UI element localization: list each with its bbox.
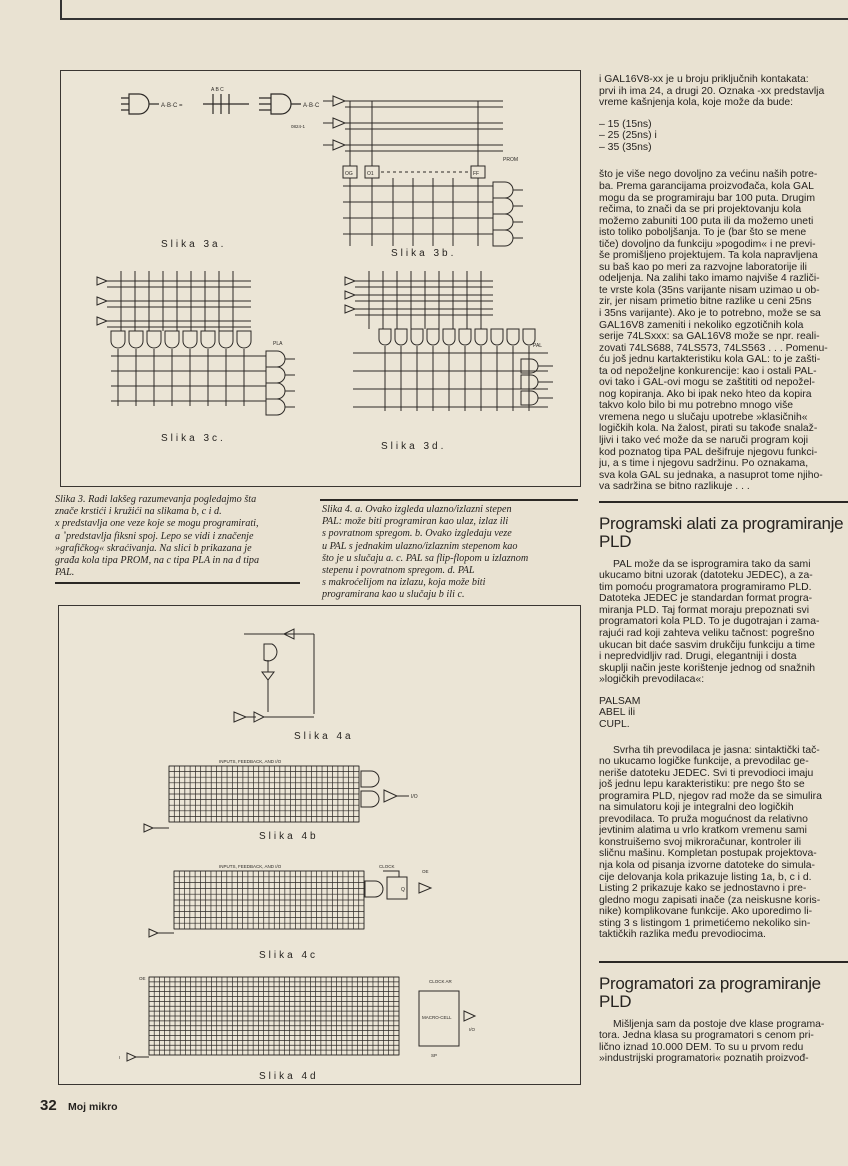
text-line: skuplji način jeste korištenje jednog od snažnih (599, 662, 816, 674)
text-line: Svrha tih prevodilaca je jasna: sintaktički tač- (613, 744, 820, 756)
figure-4-caption (322, 504, 580, 602)
caption-4-rule-top (320, 499, 578, 501)
text-line: neriše datoteku JEDEC. Svi ti prevodioci imaju (599, 767, 814, 779)
figure-3c-diagram (91, 271, 321, 421)
text-line: nog kopiranja. Ako bi ipak neko hteo da kopira (599, 388, 812, 400)
caption-3-line: a ˚predstavlja fiksni spoj. Lepo se vidi i značenje (55, 530, 254, 542)
caption-4-line: stepenu i povratnom spregom. d. PAL (322, 565, 475, 577)
list-item: – 35 (35ns) (599, 141, 652, 153)
figure-3a-code: 0824-1 (291, 124, 306, 129)
figure-4c-header: INPUTS, FEEDBACK, AND I/O (219, 864, 282, 869)
figure-3b-prom-label: PROM (503, 157, 518, 163)
translator-list (599, 696, 848, 731)
figure-3b-diagram (323, 86, 533, 236)
figure-4b-label: Slika 4b (259, 831, 319, 842)
figure-4c-diagram (139, 861, 439, 936)
text-line: tora. Jedna klasa su programatori s cenom pri- (599, 1030, 814, 1042)
figure-3b-block-og: OG (345, 171, 353, 177)
paragraph-4 (599, 1019, 848, 1065)
figure-3b-block-ff: FF (473, 171, 480, 177)
heading-software-tools (599, 515, 848, 551)
text-line: no ukucamo logičke funkcije, a prevodilac ge- (599, 756, 809, 768)
text-line: nike) komplikovane funkcije. Ako uporedimo li- (599, 906, 813, 918)
text-line: još jednu lepu karakteristiku: pre nego što se (599, 779, 805, 791)
figure-3c-pla-label: PLA (273, 341, 283, 347)
list-item: PALSAM (599, 695, 641, 707)
caption-3-rule (55, 582, 300, 584)
figure-4c-oe: OE (422, 869, 429, 874)
text-line: še promišljeno projektujem. Ta kola napravljena (599, 250, 818, 262)
figure-3b-block-o1: O1 (367, 171, 374, 177)
list-item: ABEL ili (599, 707, 635, 719)
list-item: – 15 (15ns) (599, 118, 652, 130)
text-line: serije 74LSxxx: sa GAL16V8 može se npr. reali- (599, 331, 820, 343)
text-line: Datoteka JEDEC je standardan format progra- (599, 593, 813, 605)
text-line: tiče) dovoljno da funkciju »pogodim« i ne previ- (599, 238, 816, 250)
figure-4b-io: I/O (411, 794, 418, 800)
caption-4-line: što je u slučaju a. c. PAL sa flip-flopom u izlaznom (322, 552, 529, 564)
intro-paragraph (599, 74, 848, 109)
text-line: sting 3 s listingom 1 primetićemo nekoliko sin- (599, 917, 811, 929)
figure-3b-label: Slika 3b. (391, 248, 457, 259)
text-line: isto toliko poboljšanja. To je (bar što se mene (599, 227, 807, 239)
text-line: te vrste kola (35ns varijante nisam uzimao u ob- (599, 284, 820, 296)
text-line: gledno mogu zapisati inače (za neiskusne koris- (599, 894, 821, 906)
figure-3a-text1: A·B·C = (161, 103, 183, 109)
text-line: takvo kolo bilo bi mu potrebno mnogo više (599, 400, 794, 412)
caption-3-line: građa kola tipa PROM, na c tipa PLA in na d tipa (55, 555, 260, 567)
figure-4b-diagram (139, 756, 429, 826)
text-line: i GAL16V8-xx je u broju priključnih kontakata: (599, 74, 809, 85)
paragraph-2 (599, 559, 848, 686)
article-column (599, 74, 848, 1164)
text-line: tim pomoću programatora programiramo PLD. (599, 581, 812, 593)
text-line: ću još jednu kartakteristiku kola GAL: to je zašti- (599, 354, 821, 366)
caption-3-line: x predstavlja one veze koje se mogu programirati, (55, 518, 259, 530)
heading-line: PLD (599, 991, 632, 1011)
figure-3a-text3: A·B·C (303, 103, 320, 109)
text-line: prevodilaca. To pruža mogućnost da relativno (599, 813, 808, 825)
caption-4-line: programirana kao u slučaju b ili c. (322, 589, 465, 601)
figure-3d-diagram (343, 271, 563, 421)
caption-3-line: »grafičkog« skraćivanja. Na slici b prikazana je (55, 542, 252, 554)
figure-4d-diagram (119, 971, 479, 1061)
figure-4c-q: Q (401, 887, 405, 893)
text-line: ba. Prema garancijama proizvođača, kola GAL (599, 180, 814, 192)
text-line: na simulatoru koji je integralni deo logičkih (599, 802, 794, 814)
text-line: zir, jer nisam primetio bitne razlike u ceni 25ns (599, 296, 812, 308)
figure-3a-label: Slika 3a. (161, 239, 227, 250)
text-line: miranja PLD. Taj format moraju prepoznati svi (599, 604, 810, 616)
heading-line: Programatori za programiranje (599, 973, 821, 993)
heading-programmers (599, 975, 848, 1011)
text-line: kod poznatog tipa PAL dešifruje njegovu funkci- (599, 446, 818, 458)
figure-3-caption (55, 494, 305, 579)
figure-3a-text2: A B C (211, 87, 224, 93)
magazine-name: Moj mikro (68, 1101, 118, 1113)
top-frame-line (60, 0, 848, 20)
caption-3-line: PAL. (55, 567, 75, 579)
text-line: zovati 74LS688, 74LS573, 74LS563 . . . Pomenu- (599, 342, 828, 354)
text-line: što je više nego dovoljno za većinu naših potre- (599, 169, 818, 181)
text-line: programira PLD, njegov rad može da se simulira (599, 790, 822, 802)
text-line: logičkih kola. Na žalost, pirati su takođe snalaž- (599, 423, 818, 435)
text-line: rajući rad koji zahteva veliku tačnost: pogrešno (599, 628, 815, 640)
figure-3d-label: Slika 3d. (381, 441, 447, 452)
figure-4c-clock: CLOCK (379, 864, 395, 869)
section-rule (599, 501, 848, 503)
figure-3d-pal-label: PAL (533, 343, 543, 349)
list-item: – 25 (25ns) i (599, 130, 657, 142)
figure-4d-clock: CLOCK AR (429, 979, 452, 984)
text-line: taktičkih razlika među prevodiocima. (599, 929, 766, 941)
text-line: ta od nepoželjne konkurencije: kao i ostali PAL- (599, 365, 817, 377)
figure-4d-label: Slika 4d (259, 1071, 319, 1082)
text-line: va sadržina se bitno razlikuje . . . (599, 481, 750, 493)
text-line: i 35ns varijante). Ako je to potrebno, može se sa (599, 307, 821, 319)
text-line: mogu da se programiraju bar 100 puta. Drugim (599, 192, 816, 204)
figure-4d-sp: SP (431, 1053, 438, 1058)
caption-4-line: s makroćelijom na izlazu, koja može biti (322, 577, 486, 589)
text-line: sličnu mašinu. Kompletan postupak projektova- (599, 848, 817, 860)
caption-4-line: PAL: može biti programiran kao ulaz, izlaz ili (322, 516, 509, 528)
text-line: ovi tako i GAL-ovi mogu se zaštititi od nepožel- (599, 377, 815, 389)
heading-line: PLD (599, 531, 632, 551)
text-line: lično iznad 10.000 DEM. To su u prvom redu (599, 1041, 804, 1053)
caption-4-line: s povratnom spregom. b. Ovako izgledaju veze (322, 528, 512, 540)
text-line: GAL16V8 zameniti i nekoliko egzotičnih kola (599, 319, 804, 331)
text-line: nja kola od pisanja izvorne datoteke do simula- (599, 860, 816, 871)
caption-4-line: u PAL s jednakim ulazno/izlaznim stepenom kao (322, 540, 518, 552)
figure-4b-header: INPUTS, FEEDBACK, AND I/O (219, 759, 282, 764)
text-line: sva kola GAL su jednaka, a nasuprot tome njiho- (599, 469, 823, 481)
figure-4a-label: Slika 4a (294, 731, 354, 742)
text-line: i nepredvidljiv rad. Drugi, elegantniji i dosta (599, 651, 797, 663)
text-line: PAL može da se isprogramira tako da sami (613, 558, 811, 570)
page-number: 32 (40, 1097, 57, 1114)
text-line: cije delovanja kola prikazuje listing 1a, b, c i d. (599, 871, 812, 883)
paragraph-3 (599, 745, 848, 941)
figure-4d-macro: MACRO-CELL (422, 1015, 452, 1020)
figure-4d-i: I (119, 1055, 121, 1060)
text-line: vreme kašnjenja kola, koje može da bude: (599, 97, 794, 109)
figure-3-frame (60, 70, 581, 487)
heading-line: Programski alati za programiranje (599, 513, 844, 533)
text-line: odeljenja. Na zalihi tako imamo najviše 4 različi- (599, 273, 820, 285)
text-line: »industrijski programatori« poznatih proizvođ- (599, 1053, 809, 1065)
text-line: ju, a s time i njegovu sadržinu. Po oznakama, (599, 458, 809, 470)
caption-3-line: Slika 3. Radi lakšeg razumevanja pogledajmo šta (55, 494, 257, 505)
figure-4d-oe: OE (139, 976, 146, 981)
figure-3a-diagram (121, 86, 321, 146)
text-line: konstruišemo svoj mikroračunar, kontroler ili (599, 836, 802, 848)
figure-3c-label: Slika 3c. (161, 433, 226, 444)
text-line: vremena nego u slučaju upotrebe »klasičnih« (599, 411, 808, 423)
list-item: CUPL. (599, 718, 630, 730)
text-line: jevtinim alatima u vrlo kratkom vremenu sami (599, 825, 807, 837)
caption-3-line: znače krstići i kružići na slikama b, c i d. (55, 506, 222, 518)
section-rule (599, 961, 848, 963)
text-line: ukucan bit daće sasvim drukčiju funkciju a time (599, 639, 815, 651)
text-line: su baš kao po meri za razvojne laboratorije ili (599, 261, 807, 273)
figure-4-frame (58, 605, 581, 1085)
text-line: ljivi i tako već može da se naruči program koji (599, 435, 809, 446)
text-line: prvi ih ima 24, a drugi 20. Oznaka -xx predstavlja (599, 85, 825, 97)
caption-4-line: Slika 4. a. Ovako izgleda ulazno/izlazni stepen (322, 504, 512, 515)
text-line: programatori kola PLD. To je dugotrajan i zama- (599, 616, 820, 628)
text-line: Listing 2 prikazuje kako se jednostavno i pre- (599, 883, 807, 895)
text-line: ukucamo bitni uzorak (datoteku JEDEC), a za- (599, 570, 813, 582)
text-line: Mišljenja sam da postoje dve klase programa- (613, 1018, 825, 1030)
figure-4d-io: I/O (469, 1027, 476, 1032)
text-line: »logičkih prevodilaca«: (599, 674, 705, 686)
text-line: možemo zabuniti 100 puta ili da možemo uneti (599, 215, 814, 227)
paragraph-1 (599, 169, 848, 492)
text-line: rečima, to znači da se pri projektovanju kola (599, 204, 802, 216)
speed-list (599, 119, 848, 154)
figure-4a-diagram (224, 614, 384, 724)
figure-4c-label: Slika 4c (259, 950, 319, 961)
